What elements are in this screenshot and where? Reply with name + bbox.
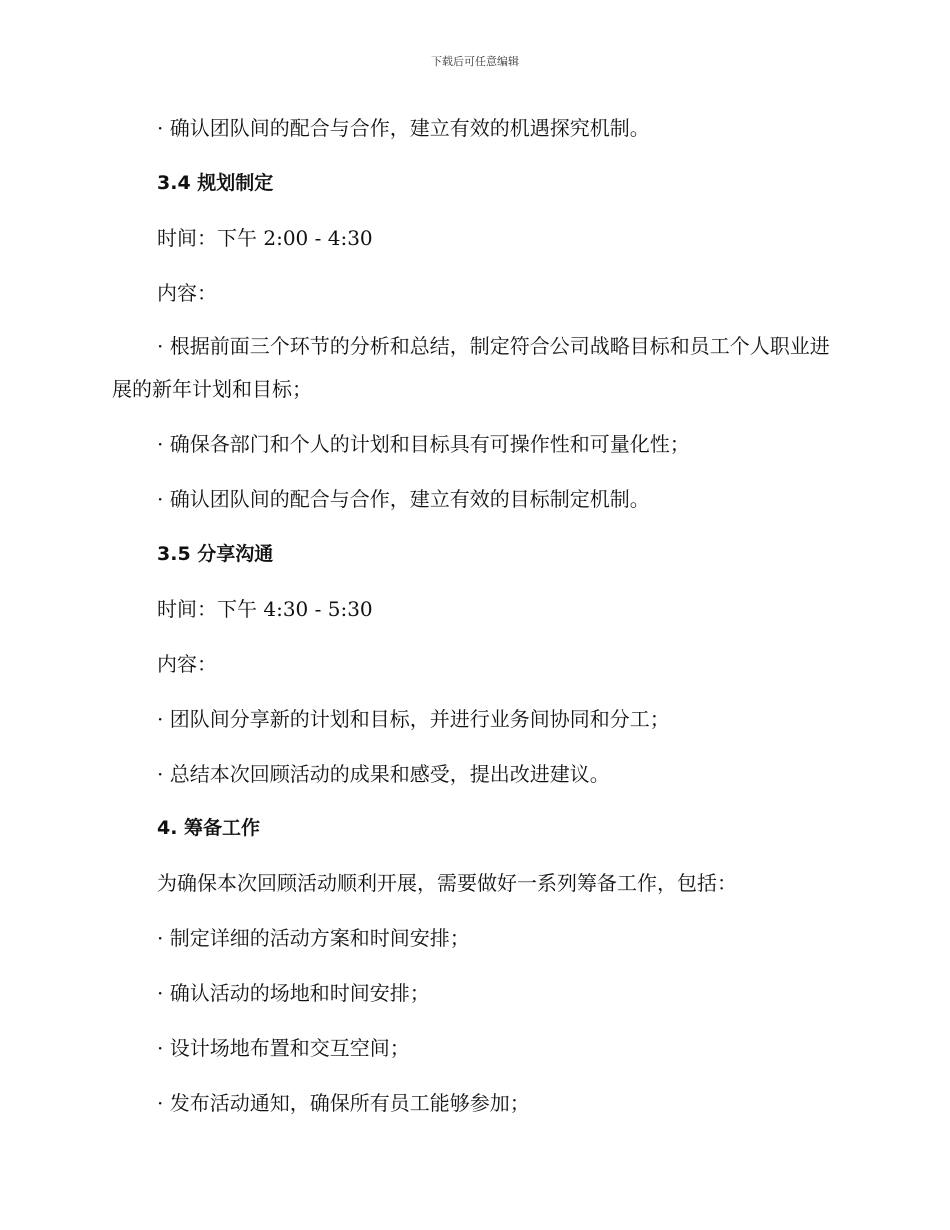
bullet-line-wrapped: · 根据前面三个环节的分析和总结，制定符合公司战略目标和员工个人职业进展的新年计划和目标； bbox=[112, 334, 830, 401]
bullet-line: · 设计场地布置和交互空间； bbox=[157, 1036, 410, 1060]
bullet-line: · 总结本次回顾活动的成果和感受，提出改进建议。 bbox=[157, 762, 610, 786]
bullet-line: · 确保各部门和个人的计划和目标具有可操作性和可量化性； bbox=[157, 432, 690, 456]
content-label: 内容： bbox=[157, 281, 217, 305]
bullet-line: · 发布活动通知，确保所有员工能够参加； bbox=[157, 1091, 530, 1115]
bullet-line: · 确认团队间的配合与合作，建立有效的机遇探究机制。 bbox=[157, 116, 650, 140]
time-line: 时间：下午 4:30 - 5:30 bbox=[157, 597, 373, 621]
page-header: 下载后可任意编辑 bbox=[431, 55, 519, 68]
time-line: 时间：下午 2:00 - 4:30 bbox=[157, 226, 373, 250]
section-heading-3-4: 3.4 规划制定 bbox=[157, 172, 274, 194]
bullet-line: · 确认团队间的配合与合作，建立有效的目标制定机制。 bbox=[157, 487, 650, 511]
section-heading-3-5: 3.5 分享沟通 bbox=[157, 543, 274, 565]
bullet-line: · 确认活动的场地和时间安排； bbox=[157, 981, 430, 1005]
paragraph: 为确保本次回顾活动顺利开展，需要做好一系列筹备工作，包括： bbox=[157, 871, 737, 895]
bullet-line: · 团队间分享新的计划和目标，并进行业务间协同和分工； bbox=[157, 707, 670, 731]
content-label: 内容： bbox=[157, 652, 217, 676]
bullet-line: · 制定详细的活动方案和时间安排； bbox=[157, 926, 470, 950]
section-heading-4: 4. 筹备工作 bbox=[157, 817, 261, 839]
